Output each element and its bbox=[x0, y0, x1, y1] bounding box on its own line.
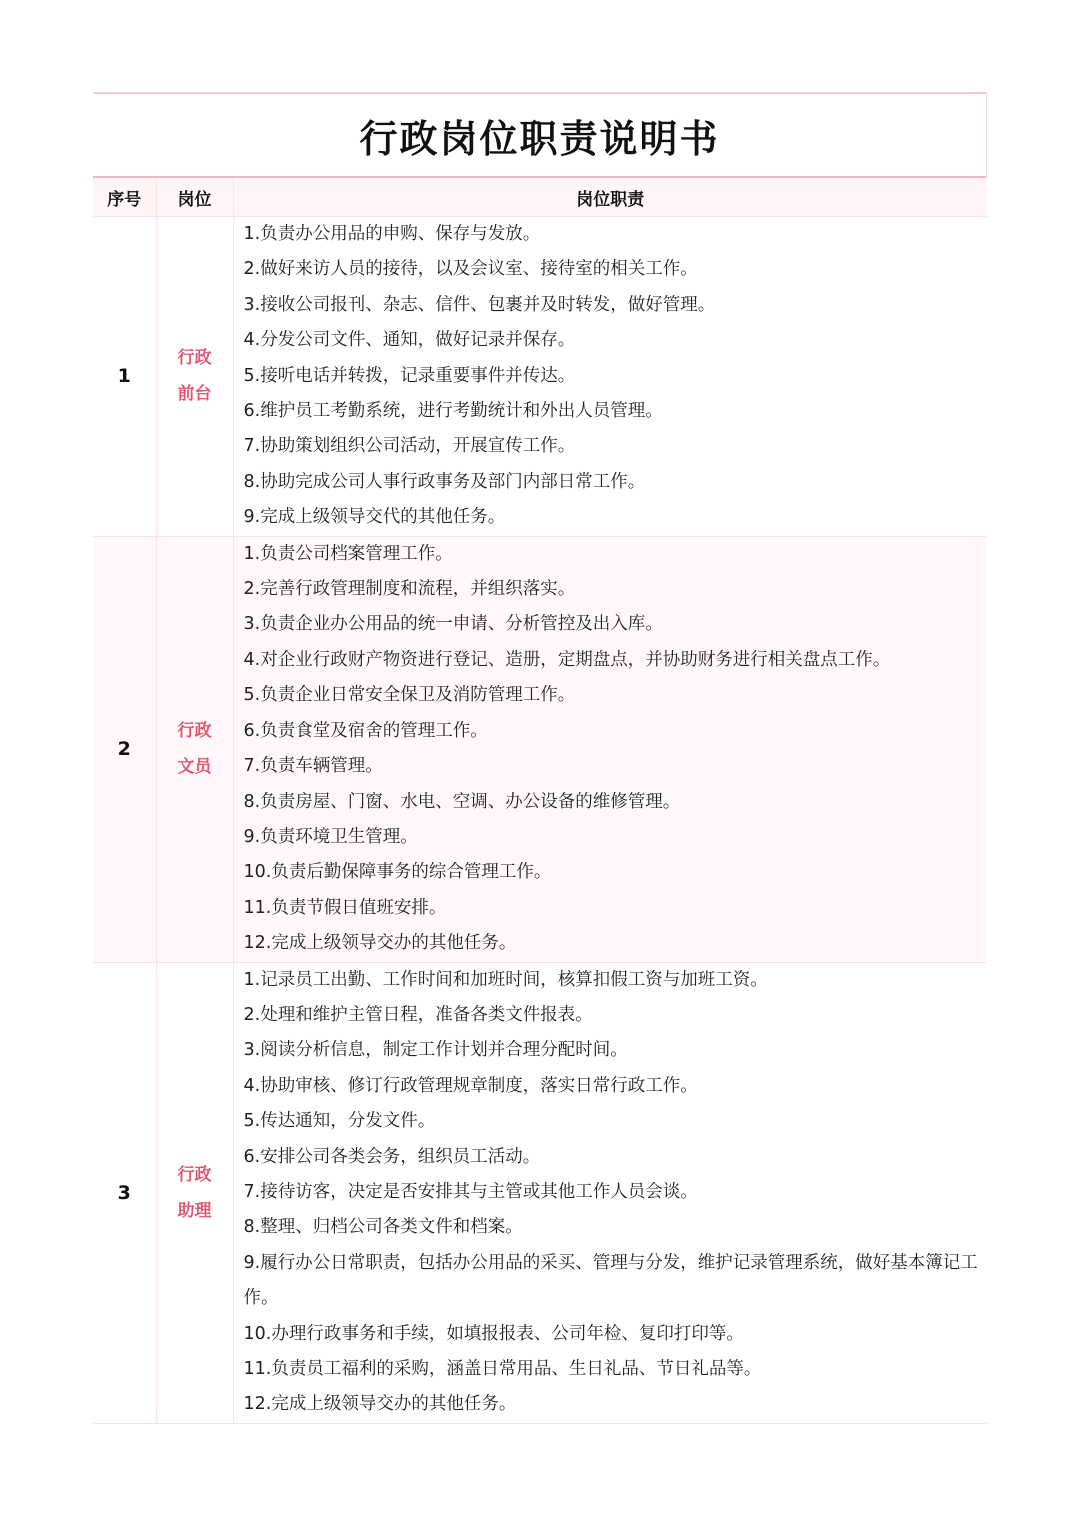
header-index: 序号 bbox=[93, 178, 156, 217]
duty-item: 9.完成上级领导交代的其他任务。 bbox=[243, 507, 506, 528]
row-index: 3 bbox=[93, 962, 156, 1423]
duty-item: 5.负责企业日常安全保卫及消防管理工作。 bbox=[243, 685, 576, 706]
duty-item: 12.完成上级领导交办的其他任务。 bbox=[243, 933, 517, 954]
duty-item: 6.负责食堂及宿舍的管理工作。 bbox=[243, 720, 488, 741]
table-row bbox=[93, 217, 987, 537]
position-cell bbox=[156, 962, 233, 1423]
position-label: 行政 bbox=[177, 1164, 212, 1185]
duty-item: 1.负责公司档案管理工作。 bbox=[243, 543, 453, 564]
duty-item: 2.处理和维护主管日程，准备各类文件报表。 bbox=[243, 1004, 593, 1025]
header-position: 岗位 bbox=[156, 178, 233, 217]
row-index: 1 bbox=[93, 217, 156, 537]
duty-item: 7.接待访客，决定是否安排其与主管或其他工作人员会谈。 bbox=[243, 1181, 698, 1202]
duty-item: 1.记录员工出勤、工作时间和加班时间，核算扣假工资与加班工资。 bbox=[243, 969, 768, 990]
position-cell bbox=[156, 217, 233, 537]
duty-item: 2.完善行政管理制度和流程，并组织落实。 bbox=[243, 579, 576, 600]
duties-cell bbox=[233, 962, 987, 1423]
duty-item: 10.负责后勤保障事务的综合管理工作。 bbox=[243, 862, 552, 883]
duty-item: 12.完成上级领导交办的其他任务。 bbox=[243, 1394, 517, 1415]
position-label: 行政 bbox=[177, 348, 212, 369]
position-label: 助理 bbox=[177, 1200, 212, 1221]
duty-item: 8.负责房屋、门窗、水电、空调、办公设备的维修管理。 bbox=[243, 791, 681, 812]
duty-item: 3.负责企业办公用品的统一申请、分析管控及出入库。 bbox=[243, 614, 663, 635]
duty-item: 10.办理行政事务和手续，如填报报表、公司年检、复印打印等。 bbox=[243, 1323, 744, 1344]
position-label: 行政 bbox=[177, 721, 212, 742]
duty-item: 6.安排公司各类会务，组织员工活动。 bbox=[243, 1146, 541, 1167]
duty-item: 6.维护员工考勤系统，进行考勤统计和外出人员管理。 bbox=[243, 401, 663, 422]
duty-item: 1.负责办公用品的申购、保存与发放。 bbox=[243, 224, 541, 244]
table-row bbox=[93, 536, 987, 962]
duties-table bbox=[93, 178, 987, 1424]
duty-item: 5.接听电话并转拨，记录重要事件并传达。 bbox=[243, 365, 576, 386]
duty-item: 11.负责节假日值班安排。 bbox=[243, 897, 447, 918]
position-cell bbox=[156, 536, 233, 962]
duty-item: 7.协助策划组织公司活动，开展宣传工作。 bbox=[243, 436, 576, 457]
duty-item: 3.阅读分析信息，制定工作计划并合理分配时间。 bbox=[243, 1040, 628, 1061]
job-description-document bbox=[93, 92, 987, 1424]
duties-cell bbox=[233, 536, 987, 962]
duty-item: 11.负责员工福利的采购，涵盖日常用品、生日礼品、节日礼品等。 bbox=[243, 1359, 762, 1379]
duty-item: 9.履行办公日常职责，包括办公用品的采买、管理与分发，维护记录管理系统，做好基本簿记工作。 bbox=[243, 1252, 978, 1309]
row-index: 2 bbox=[93, 536, 156, 962]
position-label: 文员 bbox=[177, 757, 212, 778]
header-duties: 岗位职责 bbox=[233, 178, 987, 217]
duty-item: 3.接收公司报刊、杂志、信件、包裹并及时转发，做好管理。 bbox=[243, 294, 716, 315]
document-title: 行政岗位职责说明书 bbox=[359, 116, 720, 161]
table-header-row bbox=[93, 178, 987, 217]
duty-item: 9.负责环境卫生管理。 bbox=[243, 826, 418, 847]
duty-item: 8.协助完成公司人事行政事务及部门内部日常工作。 bbox=[243, 471, 646, 492]
title-bar bbox=[93, 92, 987, 178]
table-row bbox=[93, 962, 987, 1423]
duty-item: 8.整理、归档公司各类文件和档案。 bbox=[243, 1217, 523, 1238]
duty-item: 4.协助审核、修订行政管理规章制度，落实日常行政工作。 bbox=[243, 1075, 698, 1096]
duty-item: 4.对企业行政财产物资进行登记、造册，定期盘点，并协助财务进行相关盘点工作。 bbox=[243, 649, 891, 670]
duty-item: 2.做好来访人员的接待，以及会议室、接待室的相关工作。 bbox=[243, 259, 698, 280]
duty-item: 4.分发公司文件、通知，做好记录并保存。 bbox=[243, 330, 576, 351]
duty-item: 7.负责车辆管理。 bbox=[243, 756, 383, 777]
duties-cell bbox=[233, 217, 987, 537]
duty-item: 5.传达通知，分发文件。 bbox=[243, 1111, 436, 1132]
position-label: 前台 bbox=[177, 384, 212, 405]
